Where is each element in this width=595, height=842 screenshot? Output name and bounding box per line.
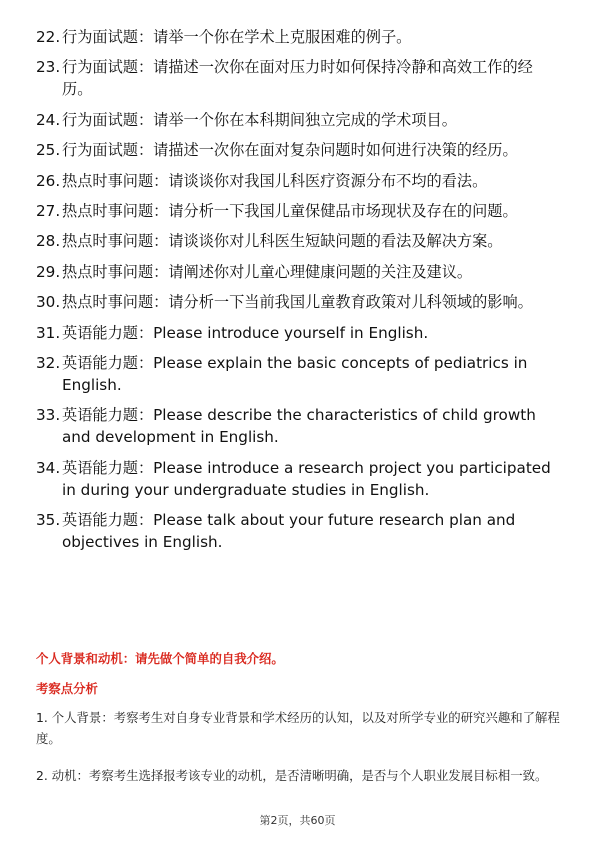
section-heading: 个人背景和动机：请先做个简单的自我介绍。 [36, 651, 284, 666]
question-text: 英语能力题：Please introduce a research project you participated in during your undergraduate studies in English. [62, 458, 551, 499]
question-text: 行为面试题：请举一个你在学术上克服困难的例子。 [62, 28, 412, 46]
section-subheading: 考察点分析 [36, 681, 98, 696]
list-item [36, 109, 558, 131]
question-number: 27. [36, 201, 61, 220]
question-number: 30. [36, 293, 61, 312]
question-text: 热点时事问题：请分析一下我国儿童保健品市场现状及存在的问题。 [62, 201, 518, 220]
analysis-paragraph: 2. 动机：考察考生选择报考该专业的动机，是否清晰明确，是否与个人职业发展目标相一致。 [36, 768, 548, 783]
list-item [36, 457, 558, 501]
question-number: 25. [36, 141, 61, 160]
question-number: 34. [36, 458, 61, 477]
list-item [36, 139, 558, 161]
question-list [36, 26, 558, 561]
question-text: 英语能力题：Please talk about your future research plan and objectives in English. [62, 511, 516, 552]
list-item [36, 404, 558, 448]
question-number: 24. [36, 110, 61, 129]
question-text: 英语能力题：Please introduce yourself in English. [62, 323, 429, 342]
list-item [36, 509, 558, 553]
analysis-paragraph: 1. 个人背景：考察考生对自身专业背景和学术经历的认知，以及对所学专业的研究兴趣和了解程度。 [36, 710, 560, 746]
question-text: 行为面试题：请描述一次你在面对压力时如何保持冷静和高效工作的经历。 [62, 58, 533, 99]
question-number: 28. [36, 232, 61, 251]
question-text: 英语能力题：Please describe the characteristics of child growth and development in English. [62, 406, 536, 447]
question-text: 行为面试题：请描述一次你在面对复杂问题时如何进行决策的经历。 [62, 141, 518, 160]
question-text: 热点时事问题：请分析一下当前我国儿童教育政策对儿科领域的影响。 [62, 293, 533, 312]
list-item [36, 200, 558, 222]
list-item [36, 170, 558, 192]
list-item [36, 230, 558, 252]
question-text: 热点时事问题：请谈谈你对我国儿科医疗资源分布不均的看法。 [62, 171, 488, 190]
question-text: 英语能力题：Please explain the basic concepts of pediatrics in English. [62, 353, 528, 394]
question-number: 31. [36, 323, 61, 342]
list-item [36, 56, 558, 100]
question-text: 行为面试题：请举一个你在本科期间独立完成的学术项目。 [62, 110, 457, 129]
question-number: 23. [36, 58, 61, 77]
question-number: 26. [36, 171, 61, 190]
list-item [36, 26, 558, 48]
question-number: 33. [36, 406, 61, 425]
question-number: 29. [36, 262, 61, 281]
question-text: 热点时事问题：请谈谈你对儿科医生短缺问题的看法及解决方案。 [62, 232, 503, 251]
question-number: 35. [36, 511, 61, 530]
list-item [36, 322, 558, 344]
question-number: 32. [36, 353, 61, 372]
page-number-footer: 第2页，共60页 [259, 814, 336, 827]
list-item [36, 352, 558, 396]
list-item [36, 261, 558, 283]
question-text: 热点时事问题：请阐述你对儿童心理健康问题的关注及建议。 [62, 262, 473, 281]
question-number: 22. [36, 28, 61, 46]
list-item [36, 291, 558, 313]
